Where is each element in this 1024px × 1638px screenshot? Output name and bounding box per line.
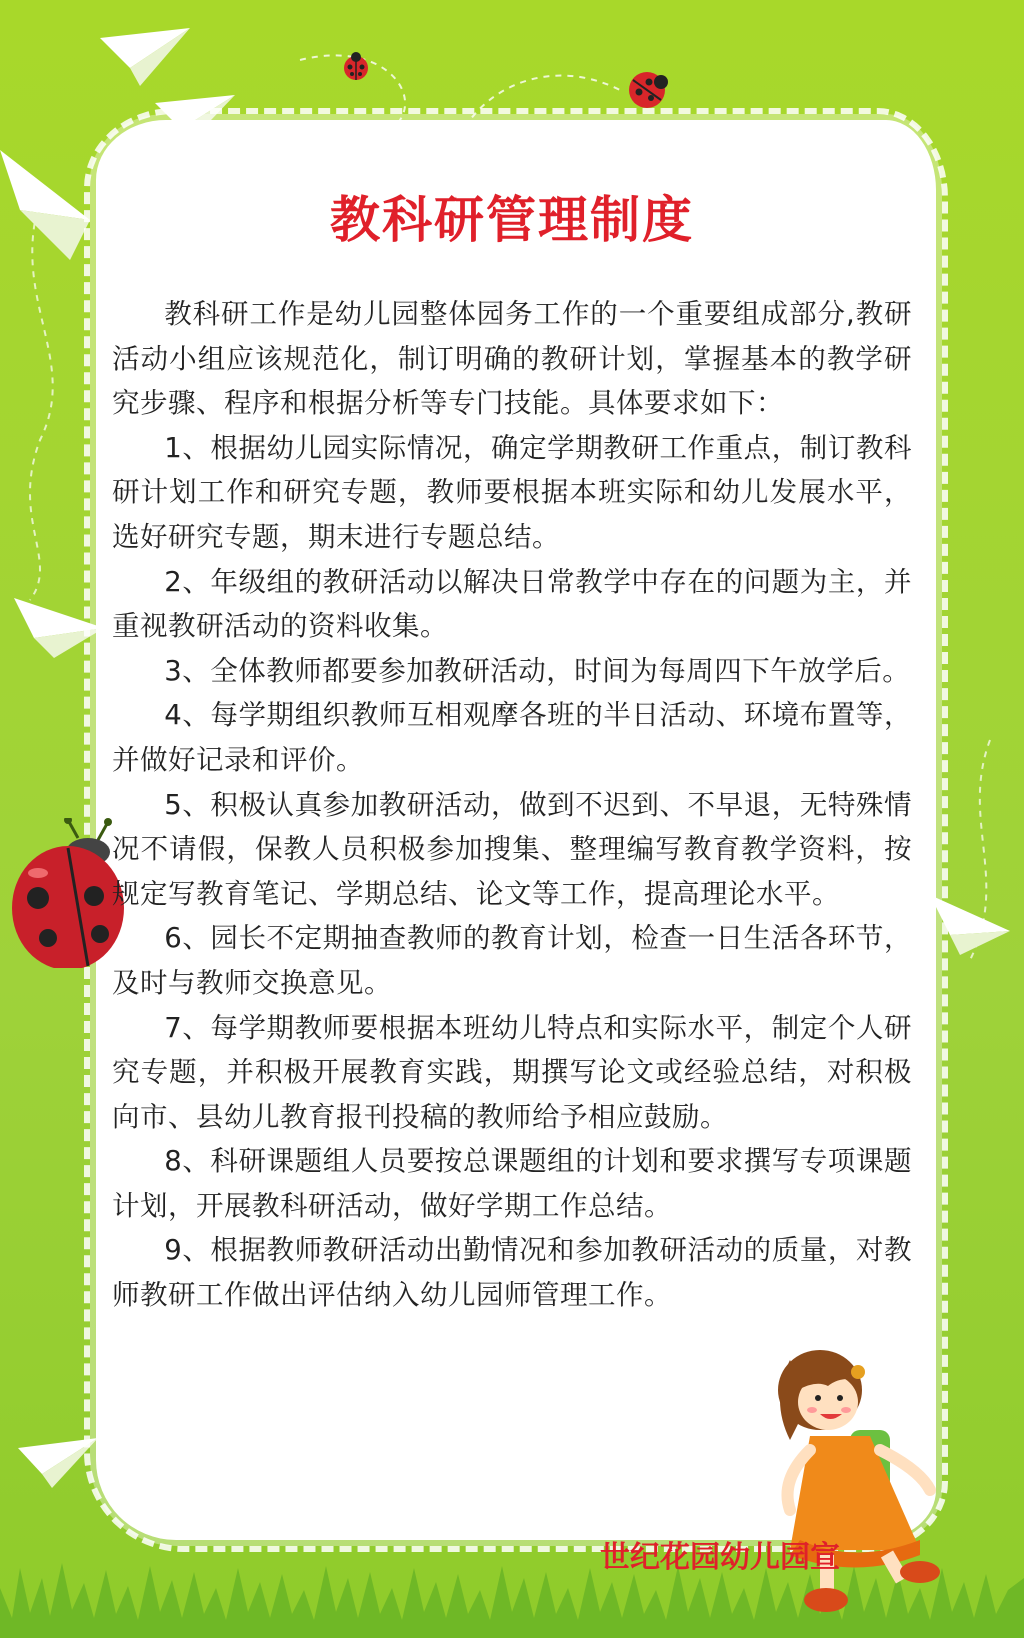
ladybug-icon bbox=[8, 818, 128, 968]
rule-item: 2、年级组的教研活动以解决日常教学中存在的问题为主，并重视教研活动的资料收集。 bbox=[112, 565, 912, 643]
footer-signature: 世纪花园幼儿园宣 bbox=[600, 1540, 840, 1575]
rule-item: 6、园长不定期抽查教师的教育计划，检查一日生活各环节，及时与教师交换意见。 bbox=[112, 922, 912, 999]
content-body bbox=[112, 292, 912, 1318]
rule-item: 9、根据教师教研活动出勤情况和参加教研活动的质量，对教师教研工作做出评估纳入幼儿园师管理工作。 bbox=[112, 1234, 912, 1312]
ladybug-icon bbox=[340, 52, 372, 82]
rule-item: 8、科研课题组人员要按总课题组的计划和要求撰写专项课题计划，开展教科研活动，做好学期工作总结。 bbox=[112, 1145, 912, 1222]
rule-item: 4、每学期组织教师互相观摩各班的半日活动、环境布置等，并做好记录和评价。 bbox=[112, 699, 912, 776]
intro-paragraph: 教科研工作是幼儿园整体园务工作的一个重要组成部分,教研活动小组应该规范化，制订明确的教研计划，掌握基本的教学研究步骤、程序和根据分析等专门技能。具体要求如下： bbox=[112, 298, 912, 420]
ladybug-icon bbox=[625, 66, 671, 110]
rule-item: 1、根据幼儿园实际情况，确定学期教研工作重点，制订教科研计划工作和研究专题，教师要根据本班实际和幼儿发展水平，选好研究专题，期末进行专题总结。 bbox=[112, 431, 912, 553]
paper-plane-icon bbox=[100, 28, 190, 88]
rule-item: 7、每学期教师要根据本班幼儿特点和实际水平，制定个人研究专题，并积极开展教育实践，期撰写论文或经验总结，对积极向市、县幼儿教育报刊投稿的教师给予相应鼓励。 bbox=[112, 1011, 912, 1133]
page-title: 教科研管理制度 bbox=[330, 191, 694, 249]
rule-item: 5、积极认真参加教研活动，做到不迟到、不早退，无特殊情况不请假，保教人员积极参加搜集、整理编写教育教学资料，按规定写教育笔记、学期总结、论文等工作，提高理论水平。 bbox=[112, 788, 912, 910]
rule-item: 3、全体教师都要参加教研活动，时间为每周四下午放学后。 bbox=[164, 654, 911, 687]
girl-illustration bbox=[770, 1340, 970, 1630]
